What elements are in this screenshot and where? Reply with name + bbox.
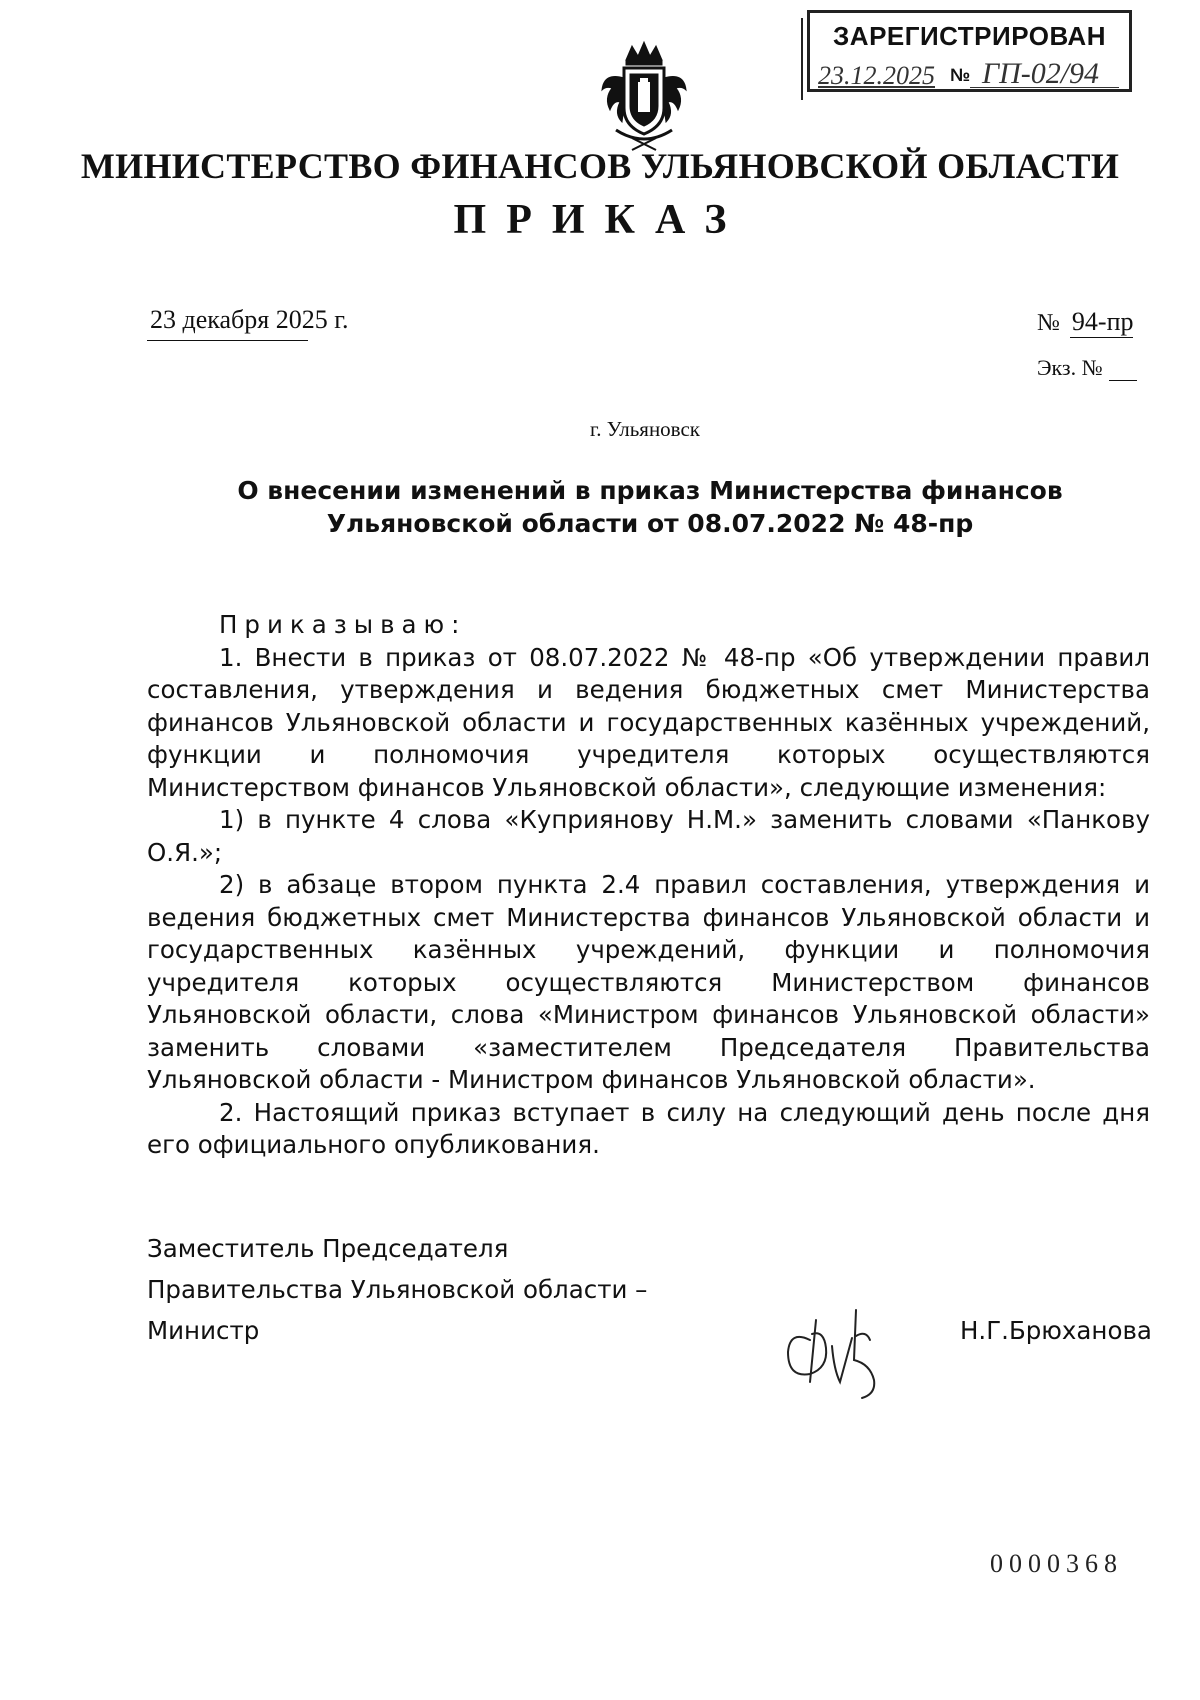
handwritten-signature-icon: [770, 1290, 910, 1402]
signer-title: [147, 1228, 647, 1351]
subject-line-1: О внесении изменений в приказ Министерства финансов: [237, 476, 1063, 505]
signer-name: Н.Г.Брюханова: [960, 1316, 1152, 1345]
item-1-text: 1. Внести в приказ от 08.07.2022 № 48-пр «Об утверждении правил составления, утверждения и ведения бюджетных смет Министерства финансов Ульяновской области и государственных казённых учреждений, функции и полномочия учредителя которых осуществляются Министерством финансов Ульяновской области», следующие изменения:: [147, 642, 1150, 802]
copy-blank: [1109, 360, 1137, 381]
body-lead: Приказываю:: [219, 610, 467, 639]
copy-label: Экз. №: [1037, 355, 1103, 380]
registration-stamp: [807, 10, 1132, 92]
list-item: [147, 642, 1150, 1097]
stamp-number: ГП-02/94: [982, 57, 1100, 90]
document-type: ПРИКАЗ: [453, 197, 747, 243]
number-label: №: [1037, 310, 1060, 336]
document-number: [1037, 307, 1133, 338]
signer-title-line-3: Министр: [147, 1316, 260, 1345]
sub-item-1-text: 1) в пункте 4 слова «Куприянову Н.М.» заменить словами «Панкову О.Я.»;: [147, 805, 1150, 867]
sub-items: [147, 804, 1150, 1097]
copy-number: [1037, 355, 1137, 381]
signer-title-line-2: Правительства Ульяновской области –: [147, 1275, 648, 1304]
order-items: [147, 642, 1150, 1162]
stamp-title: ЗАРЕГИСТРИРОВАН: [833, 21, 1106, 51]
city: г. Ульяновск: [589, 417, 700, 441]
subject-line-2: Ульяновской области от 08.07.2022 № 48-пр: [326, 509, 974, 538]
number-value: 94-пр: [1071, 307, 1134, 336]
list-item: [147, 804, 1150, 869]
document-body: [147, 609, 1150, 1162]
serial-number: 0000368: [990, 1549, 1123, 1578]
item-2-text: 2. Настоящий приказ вступает в силу на следующий день после дня его официального опубликования.: [147, 1097, 1150, 1159]
list-item: [147, 869, 1150, 1097]
document-subject: [150, 474, 1150, 540]
sub-item-2-text: 2) в абзаце втором пункта 2.4 правил составления, утверждения и ведения бюджетных смет Министерства финансов Ульяновской области и государственных казённых учреждений, функции и полномочия учредителя которых осуществляются Министерством финансов Ульяновской области, слова «Министром финансов Ульяновской области» заменить словами «заместителем Председателя Правительства Ульяновской области - Министром финансов Ульяновской области».: [147, 870, 1150, 1094]
stamp-number-label: №: [950, 65, 971, 85]
coat-of-arms-icon: [596, 38, 692, 154]
date-underline: [147, 340, 308, 341]
stamp-date: 23.12.2025: [818, 61, 935, 90]
ministry-name: МИНИСТЕРСТВО ФИНАНСОВ УЛЬЯНОВСКОЙ ОБЛАСТИ: [80, 146, 1120, 186]
stamp-underline: [970, 87, 1119, 88]
document-date: 23 декабря 2025 г.: [150, 305, 349, 334]
signer-title-line-1: Заместитель Председателя: [147, 1234, 509, 1263]
list-item: [147, 1097, 1150, 1162]
